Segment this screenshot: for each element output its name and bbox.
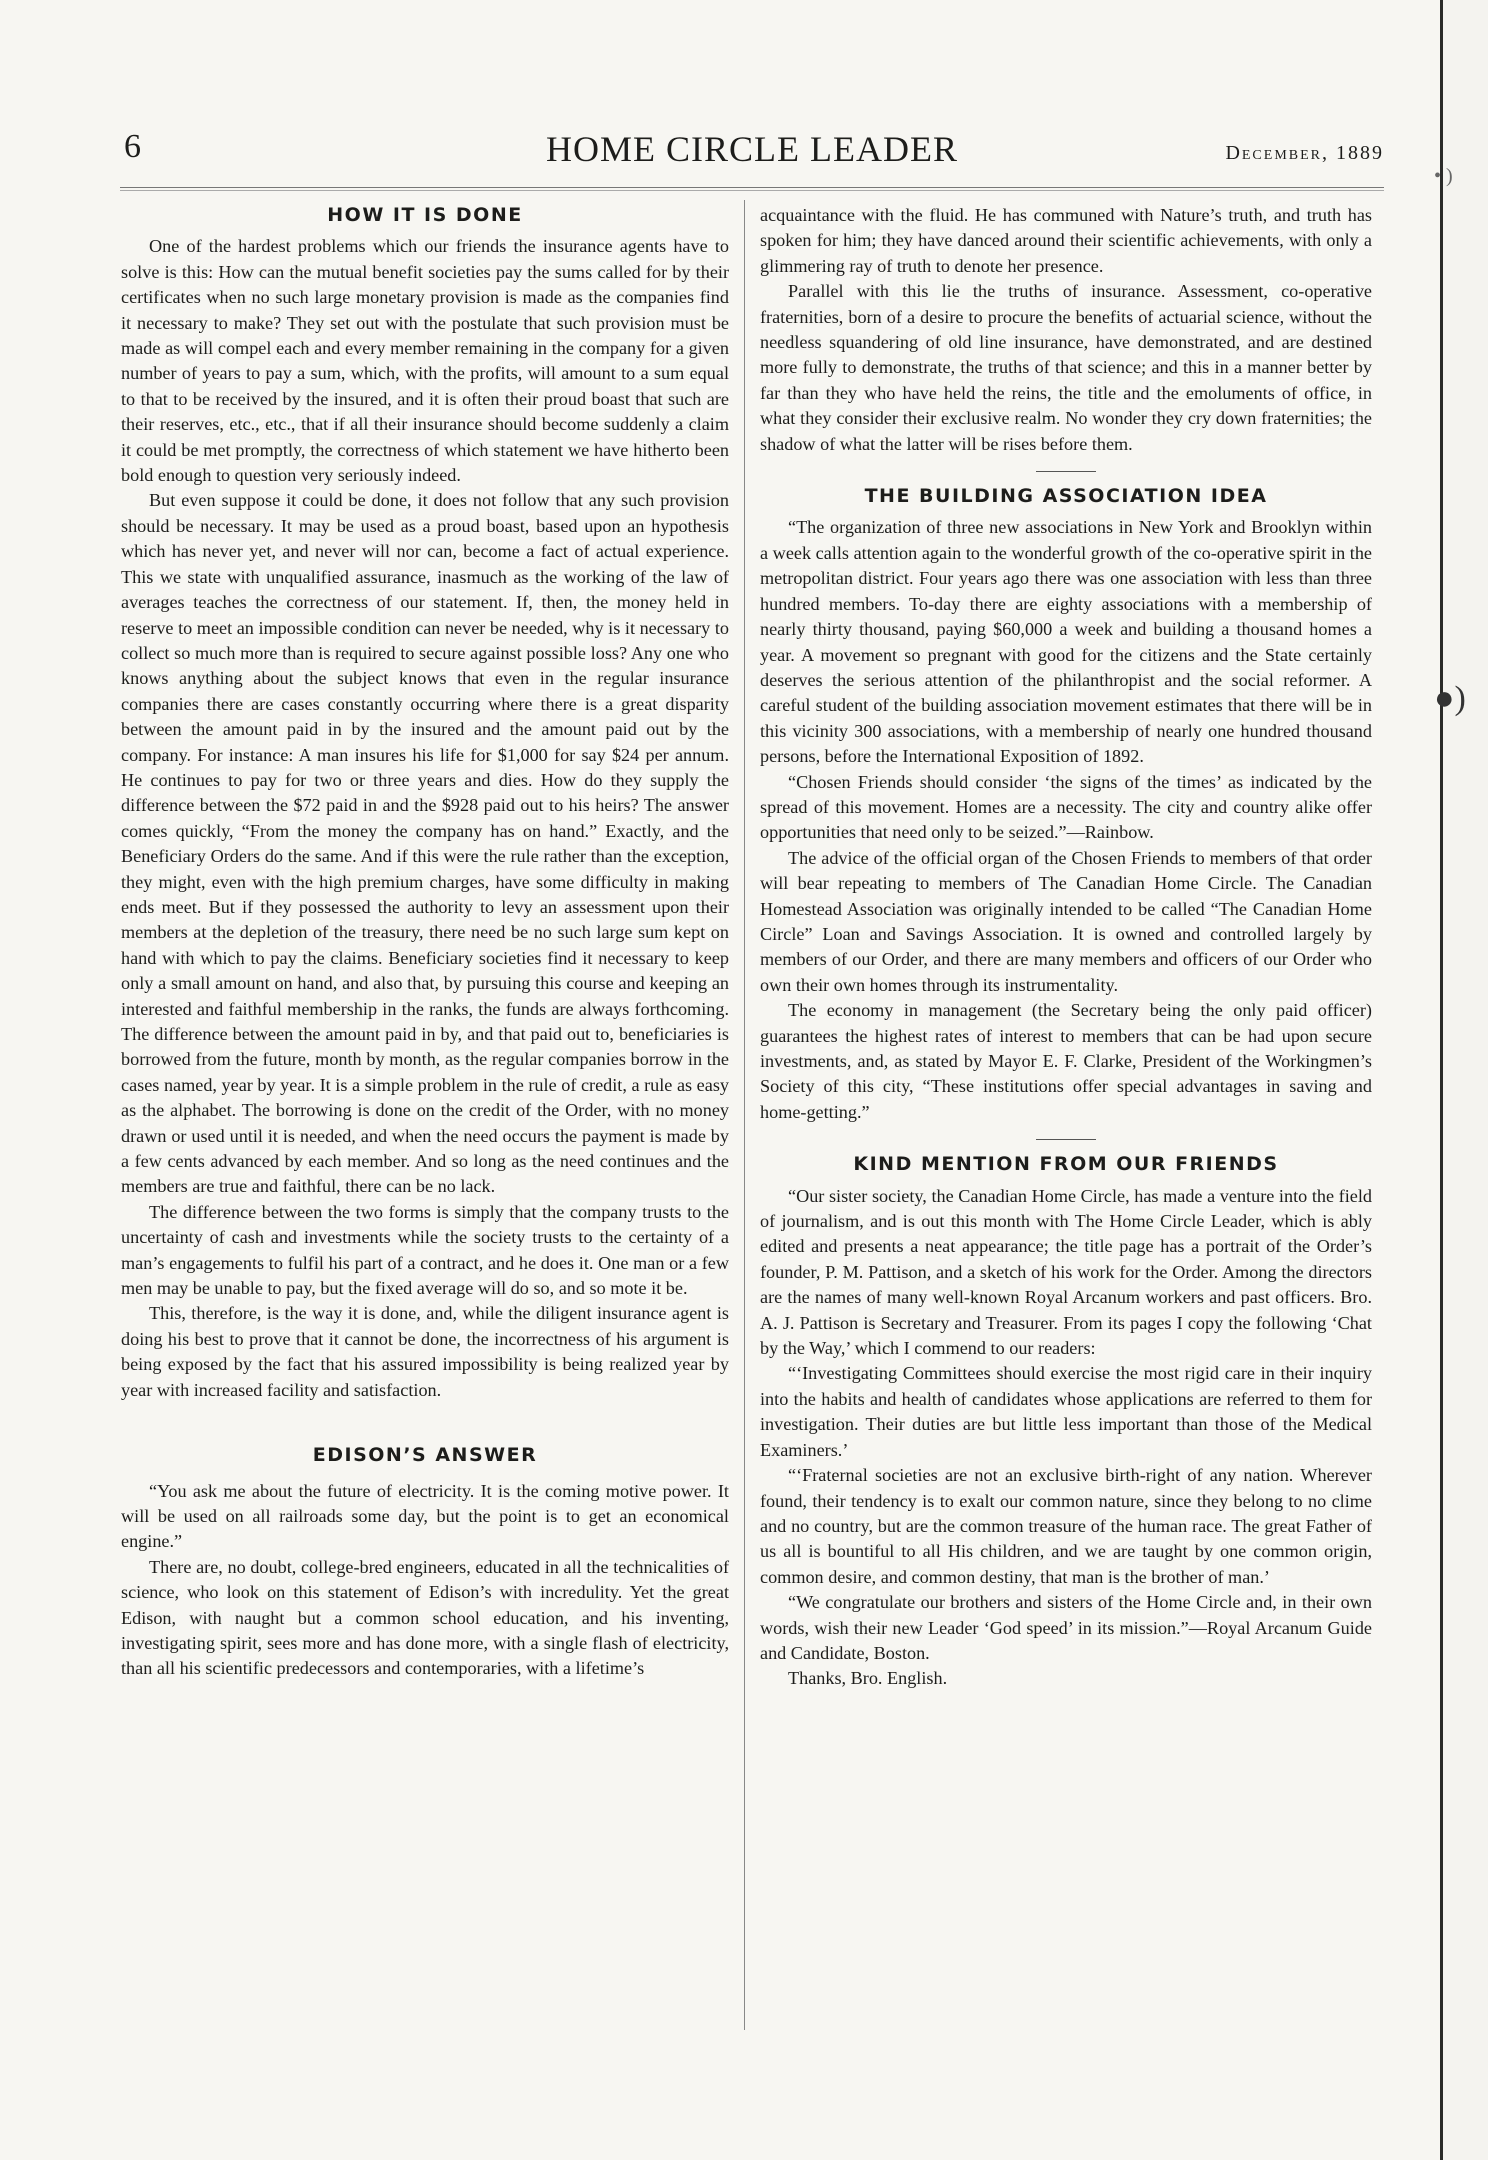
- article-paragraph: “Chosen Friends should consider ‘the signs of the times’ as indicated by the spread of this movement. Homes are a necessity. The city and country alike offer opportunities that need only to be seized.”—Rainbow.: [760, 771, 1372, 843]
- right-column: [760, 203, 1372, 1692]
- column-divider: [744, 200, 745, 2030]
- section-title-how-it-is-done: HOW IT IS DONE: [327, 204, 523, 226]
- article-paragraph: “‘Fraternal societies are not an exclusive birth-right of any nation. Wherever found, their tendency is to exalt our common nature, since they belong to no clime and no country, but are the common treasure of the human race. The great Father of us all is bountiful to all His children, and we are taught by one common origin, common desire, and common destiny, that man is the brother of man.’: [760, 1465, 1372, 1587]
- section-divider: [1036, 1139, 1096, 1140]
- binding-hole-mark: ●): [1434, 680, 1466, 717]
- header-rule-secondary: [120, 190, 1384, 191]
- binding-hole-mark-top: • ): [1434, 165, 1453, 187]
- article-paragraph: “You ask me about the future of electricity. It is the coming motive power. It will be used on all railroads some day, but the point is to get an economical engine.”: [121, 1480, 729, 1552]
- article-paragraph: Parallel with this lie the truths of insurance. Assessment, co-operative fraternities, born of a desire to procure the benefits of actuarial science, without the needless squandering of old line insurance, have demonstrated, and are destined more fully to demonstrate, the truths of that science; and this in a manner better by far than they who have held the reins, the title and the emoluments of office, in what they consider their exclusive realm. No wonder they cry down fraternities; the shadow of what the latter will be rises before them.: [760, 281, 1372, 454]
- signoff-line: Thanks, Bro. English.: [788, 1668, 948, 1689]
- page-header: [120, 128, 1384, 188]
- journal-title: HOME CIRCLE LEADER: [546, 129, 958, 169]
- page-number: 6: [124, 128, 141, 165]
- section-divider: [1036, 471, 1096, 472]
- section-title-kind-mention: KIND MENTION FROM OUR FRIENDS: [853, 1153, 1279, 1176]
- article-paragraph-continued: acquaintance with the fluid. He has communed with Nature’s truth, and truth has spoken for him; they have danced around their scientific achievements, with only a glimmering ray of truth to denote her presence.: [760, 205, 1372, 276]
- section-title-edisons-answer: EDISON’S ANSWER: [312, 1444, 538, 1467]
- issue-date: December, 1889: [1225, 142, 1384, 164]
- article-paragraph: There are, no doubt, college-bred engineers, educated in all the technicalities of science, who look on this statement of Edison’s with incredulity. Yet the great Edison, with naught but a common school education, and his inventing, investigating spirit, sees more and has done more, with a single flash of electricity, than all his scientific predecessors and contemporaries, with a lifetime’s: [121, 1556, 729, 1679]
- header-rule: [120, 187, 1384, 188]
- article-paragraph: The difference between the two forms is simply that the company trusts to the uncertainty of cash and investments while the society trusts to the certainty of a man’s engagements to fulfil his part of a contract, and he does it. One man or a few men may be unable to pay, but the fixed average will do so, and so mote it be.: [121, 1201, 729, 1299]
- article-paragraph: “We congratulate our brothers and sisters of the Home Circle and, in their own words, wish their new Leader ‘God speed’ in its mission.”—Royal Arcanum Guide and Candidate, Boston.: [760, 1592, 1372, 1663]
- article-paragraph: The advice of the official organ of the Chosen Friends to members of that order will bear repeating to members of The Canadian Home Circle. The Canadian Homestead Association was originally intended to be called “The Canadian Home Circle” Loan and Savings Association. It is owned and controlled largely by members of our Order, and there are many members and officers of our Order who own their own homes through its instrumentality.: [760, 847, 1372, 995]
- article-paragraph: But even suppose it could be done, it does not follow that any such provision should be necessary. It may be used as a proud boast, based upon an hypothesis which has never yet, and never will nor can, become a fact of actual experience. This we state with unqualified assurance, inasmuch as the working of the law of averages teaches the correctness of our statement. If, then, the money held in reserve to meet an impossible condition can never be needed, why is it necessary to collect so much more than is required to secure against possible loss? Any one who knows anything about the subject knows that even in the regular insurance companies there are cases constantly occurring where there is a great disparity between the amount paid in by the insured and the amount paid out by the company. For instance: A man insures his life for $1,000 for say $24 per annum. He continues to pay for two or three years and dies. How do they supply the difference between the $72 paid in and the $928 paid out to his heirs? The answer comes quickly, “From the money the company has on hand.” Exactly, and the Beneficiary Orders do the same. And if this were the rule rather than the exception, they might, even with the high premium charges, have some difficulty in making ends meet. But if they possessed the authority to levy an assessment upon their members at the depletion of the treasury, there need be no such large sum kept on hand with which to pay the claims. Beneficiary societies find it necessary to keep only a small amount on hand, and also that, by pursuing this course and keeping an interested and faithful membership in the ranks, the funds are always forthcoming. The difference between the amount paid in by, and that paid out to, beneficiaries is borrowed from the future, month by month, as the regular companies borrow in the cases named, year by year. It is a simple problem in the rule of credit, a rule as easy as the alphabet. The borrowing is done on the credit of the Order, with no money drawn or used until it is needed, and when the need occurs the payment is made by a few cents advanced by each member. And so long as the need continues and the members are true and faithful, there can be no lack.: [121, 490, 729, 1197]
- left-column: [121, 200, 729, 1682]
- article-paragraph: “Our sister society, the Canadian Home Circle, has made a venture into the field of journalism, and is out this month with The Home Circle Leader, which is ably edited and presents a neat appearance; the title page has a portrait of the Order’s founder, P. M. Pattison, and a sketch of his work for the Order. Among the directors are the names of many well-known Royal Arcanum workers and past officers. Bro. A. J. Pattison is Secretary and Treasurer. From its pages I copy the following ‘Chat by the Way,’ which I commend to our readers:: [760, 1185, 1372, 1359]
- article-paragraph: This, therefore, is the way it is done, and, while the diligent insurance agent is doing his best to prove that it cannot be done, the incorrectness of his argument is being exposed by the fact that his assured impossibility is being realized year by year with increased facility and satisfaction.: [121, 1303, 729, 1400]
- article-paragraph: The economy in management (the Secretary being the only paid officer) guarantees the highest rates of interest to members that can be had upon secure investments, and, as stated by Mayor E. F. Clarke, President of the Workingmen’s Society of this city, “These institutions offer special advantages in saving and home-getting.”: [760, 1000, 1372, 1122]
- article-paragraph: “The organization of three new associations in New York and Brooklyn within a week calls attention again to the wonderful growth of the co-operative spirit in the metropolitan district. Four years ago there was one association with less than three hundred members. To-day there are eighty associations with a membership of nearly thirty thousand, paying $60,000 a week and building a thousand homes a year. A movement so pregnant with good for the citizens and the State certainly deserves the serious attention of the philanthropist and the social reformer. A careful student of the building association movement estimates that there will be in this vicinity 300 associations, with a membership of nearly one hundred thousand persons, before the International Exposition of 1892.: [760, 517, 1372, 767]
- article-paragraph: “‘Investigating Committees should exercise the most rigid care in their inquiry into the habits and health of candidates whose applications are referred to them for investigation. Their duties are but little less important than those of the Medical Examiners.’: [760, 1363, 1372, 1460]
- section-title-building-association: THE BUILDING ASSOCIATION IDEA: [864, 485, 1268, 508]
- article-paragraph: One of the hardest problems which our friends the insurance agents have to solve is this: How can the mutual benefit societies pay the sums called for by their certificates when no such large monetary provision is made as the companies find it necessary to make? They set out with the postulate that such provision must be made as will compel each and every member remaining in the company for a given number of years to pay a sum, which, with the profits, will amount to a sum equal to that to be received by the insured, and it is often their proud boast that such are their reserves, etc., etc., that if all their insurance should become suddenly a claim it could be met promptly, the correctness of which statement we have hitherto been bold enough to question very seriously indeed.: [121, 236, 729, 486]
